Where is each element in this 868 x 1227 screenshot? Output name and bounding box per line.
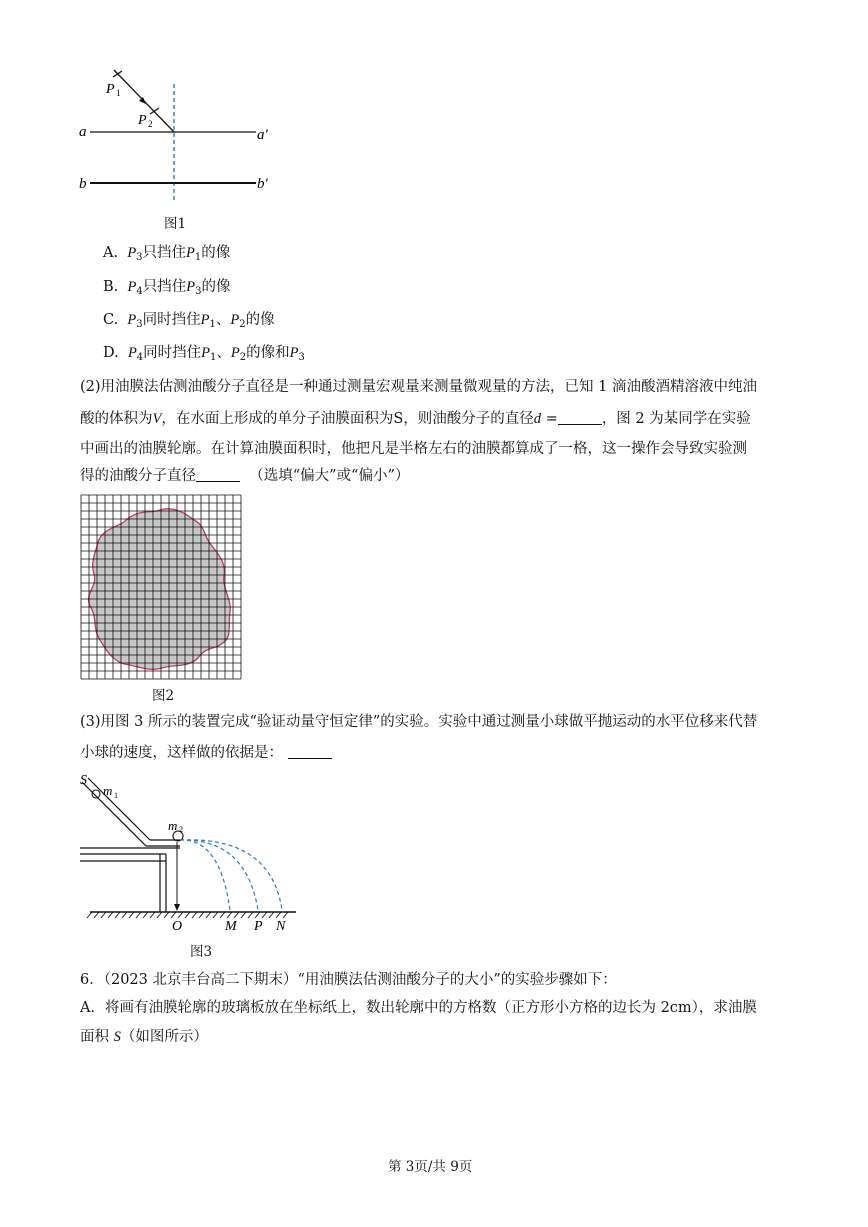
q6-line-1: 6．（2023 北京丰台高二下期末）“用油膜法估测油酸分子的大小”的实验步骤如下：: [80, 972, 617, 988]
oil-film-grid: [80, 494, 242, 680]
label-p2-sub: 2: [148, 119, 153, 129]
label-p1-sub: 1: [116, 88, 121, 98]
label-a-prime: a′: [257, 127, 268, 143]
figure-3: [76, 768, 306, 938]
label-m2-sub: 2: [179, 825, 183, 834]
label-m2: m: [168, 818, 178, 833]
label-m1: m: [103, 783, 113, 798]
q6-line-2: A．将画有油膜轮廓的玻璃板放在坐标纸上，数出轮廓中的方格数（正方形小方格的边长为 2cm），求油膜: [80, 1000, 757, 1016]
figure-1-caption: 图1: [164, 216, 187, 232]
label-b-prime: b′: [257, 176, 268, 192]
label-p: P: [254, 919, 263, 934]
option-c: C. $P_3$同时挡住$P_1$、$P_2$的像: [103, 312, 275, 330]
grid-lines: [81, 495, 241, 679]
q2-line-1: (2)用油膜法估测油酸分子直径是一种通过测量宏观量来测量微观量的方法，已知 1 滴油酸酒精溶液中纯油: [80, 379, 757, 395]
label-n: N: [276, 919, 286, 934]
option-b: B. $P_4$只挡住$P_3$的像: [103, 279, 231, 297]
option-a: A. $P_3$只挡住$P_1$的像: [103, 245, 231, 263]
momentum-apparatus: [76, 768, 306, 938]
label-b: b: [79, 176, 87, 192]
q2-line-2: 酸的体积为V，在水面上形成的单分子油膜面积为S，则油酸分子的直径d = ，图 2 为某同学在实验: [80, 411, 751, 427]
figure-3-caption: 图3: [190, 944, 213, 960]
q2-line-4: 得的油酸分子直径 （选填“偏大”或“偏小”）: [80, 468, 410, 484]
q3-line-2: 小球的速度，这样做的依据是：: [80, 743, 332, 763]
option-d: D. $P_4$同时挡住$P_1$、$P_2$的像和$P_3$: [103, 345, 305, 363]
answer-blank-basis[interactable]: [288, 744, 332, 759]
label-a: a: [79, 124, 87, 140]
label-o: O: [172, 919, 183, 934]
figure-2: [80, 494, 242, 680]
q6-line-3: 面积 S（如图所示）: [80, 1029, 208, 1045]
label-s: S: [80, 773, 87, 788]
label-p2: P: [138, 113, 147, 128]
answer-blank-d[interactable]: [558, 410, 602, 425]
label-p1: P: [106, 82, 115, 97]
page-number: 第 3页/共 9页: [388, 1159, 473, 1175]
label-m: M: [225, 919, 237, 934]
figure-2-caption: 图2: [152, 688, 175, 704]
q3-line-1: (3)用图 3 所示的装置完成“验证动量守恒定律”的实验。实验中通过测量小球做平抛运动的水平位移来代替: [80, 714, 758, 730]
label-m1-sub: 1: [114, 791, 118, 800]
answer-blank-direction[interactable]: [196, 467, 240, 482]
q2-line-3: 中画出的油膜轮廓。在计算油膜面积时，他把凡是半格左右的油膜都算成了一格，这一操作会导致实验测: [80, 441, 747, 457]
